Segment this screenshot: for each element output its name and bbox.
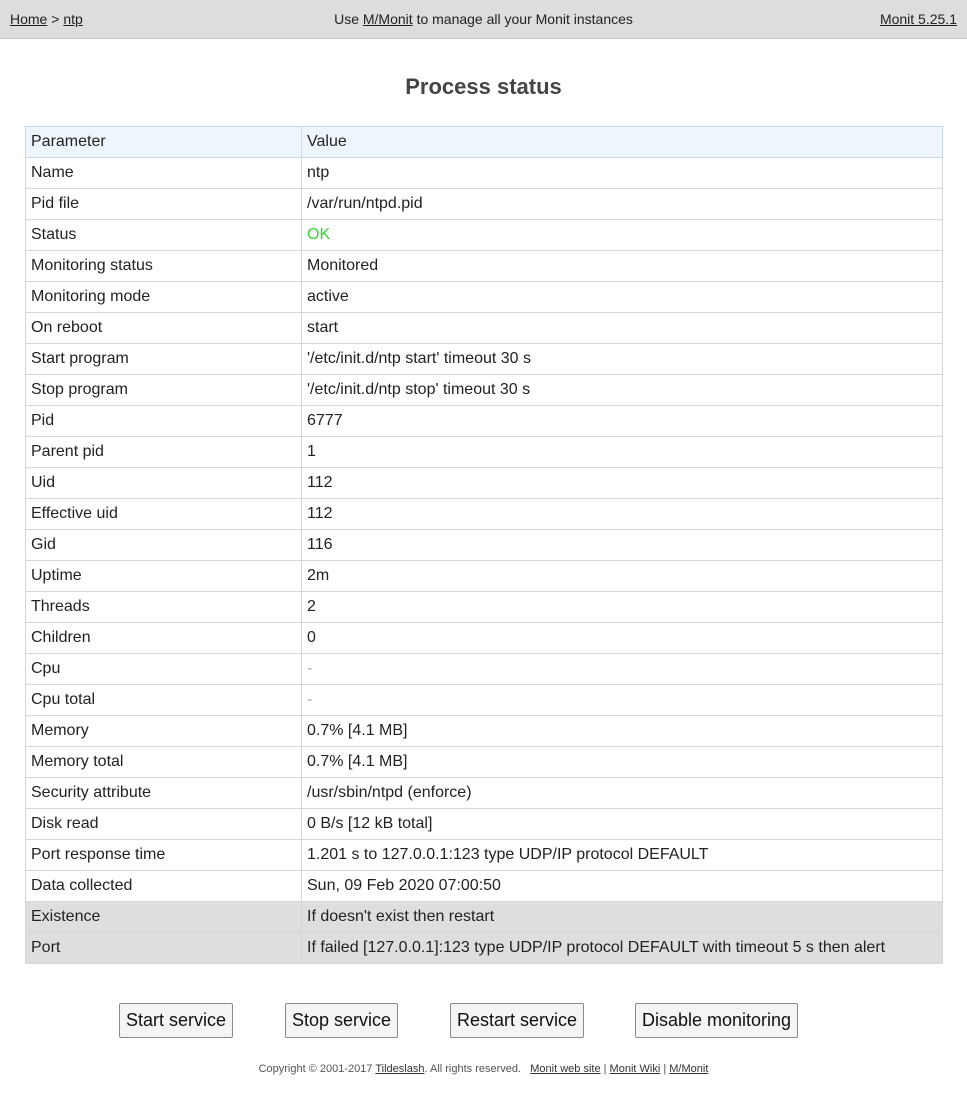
version-link[interactable]: Monit 5.25.1 [879, 11, 957, 27]
table-row [26, 747, 943, 778]
parameter-cell: Pid file [26, 189, 302, 220]
parameter-cell: Stop program [26, 375, 302, 406]
table-row [26, 499, 943, 530]
value-cell: ntp [302, 158, 943, 189]
value-cell: '/etc/init.d/ntp stop' timeout 30 s [302, 375, 943, 406]
monit-wiki-link[interactable]: Monit Wiki [609, 1063, 661, 1075]
parameter-cell: Gid [26, 530, 302, 561]
parameter-cell: Uid [26, 468, 302, 499]
parameter-cell: Existence [26, 902, 302, 933]
start-service-button[interactable]: Start service [119, 1003, 233, 1038]
table-row [26, 375, 943, 406]
top-bar [0, 0, 967, 39]
value-cell: /var/run/ntpd.pid [302, 189, 943, 220]
value-cell: If failed [127.0.0.1]:123 type UDP/IP protocol DEFAULT with timeout 5 s then alert [302, 933, 943, 964]
value-cell: 1 [302, 437, 943, 468]
monit-website-link[interactable]: Monit web site [530, 1063, 601, 1075]
value-cell: '/etc/init.d/ntp start' timeout 30 s [302, 344, 943, 375]
value-cell: 0.7% [4.1 MB] [302, 747, 943, 778]
stop-service-button[interactable]: Stop service [285, 1003, 398, 1038]
table-row [26, 406, 943, 437]
table-row [26, 251, 943, 282]
table-row [26, 871, 943, 902]
table-row [26, 778, 943, 809]
parameter-cell: Status [26, 220, 302, 251]
value-cell: 6777 [302, 406, 943, 437]
parameter-cell: Memory total [26, 747, 302, 778]
copyright-text: Copyright © 2001-2017 [258, 1063, 373, 1075]
table-header-row [26, 127, 943, 158]
breadcrumb-separator: > [51, 11, 60, 27]
value-cell: /usr/sbin/ntpd (enforce) [302, 778, 943, 809]
promo-prefix: Use [334, 11, 359, 27]
disable-monitoring-button[interactable]: Disable monitoring [635, 1003, 798, 1038]
table-row [26, 282, 943, 313]
parameter-cell: Parent pid [26, 437, 302, 468]
footer-mmonit-link[interactable]: M/Monit [669, 1063, 709, 1075]
parameter-cell: Disk read [26, 809, 302, 840]
table-row [26, 716, 943, 747]
parameter-cell: Port [26, 933, 302, 964]
value-cell: Monitored [302, 251, 943, 282]
value-column-header: Value [302, 127, 943, 158]
footer [0, 1063, 967, 1075]
value-cell: 0 B/s [12 kB total] [302, 809, 943, 840]
mmonit-link[interactable]: M/Monit [362, 11, 413, 27]
process-status-table [25, 126, 943, 964]
rule-row [26, 902, 943, 933]
table-row [26, 158, 943, 189]
footer-separator: | [663, 1063, 667, 1075]
table-row [26, 344, 943, 375]
rule-row [26, 933, 943, 964]
table-row [26, 623, 943, 654]
rights-text: . All rights reserved. [424, 1063, 522, 1075]
value-cell: 2m [302, 561, 943, 592]
parameter-cell: Start program [26, 344, 302, 375]
mmonit-promo [0, 11, 967, 27]
parameter-cell: Memory [26, 716, 302, 747]
status-value: OK [302, 220, 943, 251]
parameter-cell: Data collected [26, 871, 302, 902]
table-row [26, 840, 943, 871]
table-row [26, 685, 943, 716]
breadcrumb-home-link[interactable]: Home [10, 11, 48, 27]
action-buttons [0, 1003, 967, 1039]
promo-suffix: to manage all your Monit instances [416, 11, 633, 27]
table-row [26, 561, 943, 592]
footer-separator: | [603, 1063, 607, 1075]
parameter-cell: Children [26, 623, 302, 654]
parameter-cell: Pid [26, 406, 302, 437]
parameter-cell: Security attribute [26, 778, 302, 809]
table-row [26, 530, 943, 561]
value-cell: If doesn't exist then restart [302, 902, 943, 933]
table-row [26, 189, 943, 220]
table-row [26, 437, 943, 468]
table-row [26, 592, 943, 623]
parameter-cell: Monitoring mode [26, 282, 302, 313]
parameter-column-header: Parameter [26, 127, 302, 158]
parameter-cell: Name [26, 158, 302, 189]
parameter-cell: Effective uid [26, 499, 302, 530]
value-cell: 1.201 s to 127.0.0.1:123 type UDP/IP protocol DEFAULT [302, 840, 943, 871]
breadcrumb-current-link[interactable]: ntp [63, 11, 83, 27]
table-row [26, 468, 943, 499]
value-cell: 2 [302, 592, 943, 623]
table-row [26, 313, 943, 344]
value-cell: 0.7% [4.1 MB] [302, 716, 943, 747]
value-cell: 0 [302, 623, 943, 654]
parameter-cell: Port response time [26, 840, 302, 871]
parameter-cell: On reboot [26, 313, 302, 344]
parameter-cell: Cpu [26, 654, 302, 685]
table-row [26, 220, 943, 251]
table-row [26, 809, 943, 840]
value-cell: start [302, 313, 943, 344]
value-cell: 116 [302, 530, 943, 561]
parameter-cell: Monitoring status [26, 251, 302, 282]
value-cell: active [302, 282, 943, 313]
value-cell: 112 [302, 468, 943, 499]
restart-service-button[interactable]: Restart service [450, 1003, 584, 1038]
table-row [26, 654, 943, 685]
value-cell: Sun, 09 Feb 2020 07:00:50 [302, 871, 943, 902]
tildeslash-link[interactable]: Tildeslash [375, 1063, 425, 1075]
value-cell: 112 [302, 499, 943, 530]
parameter-cell: Cpu total [26, 685, 302, 716]
parameter-cell: Uptime [26, 561, 302, 592]
value-cell: - [302, 654, 943, 685]
page-title: Process status [405, 74, 562, 99]
value-cell: - [302, 685, 943, 716]
parameter-cell: Threads [26, 592, 302, 623]
